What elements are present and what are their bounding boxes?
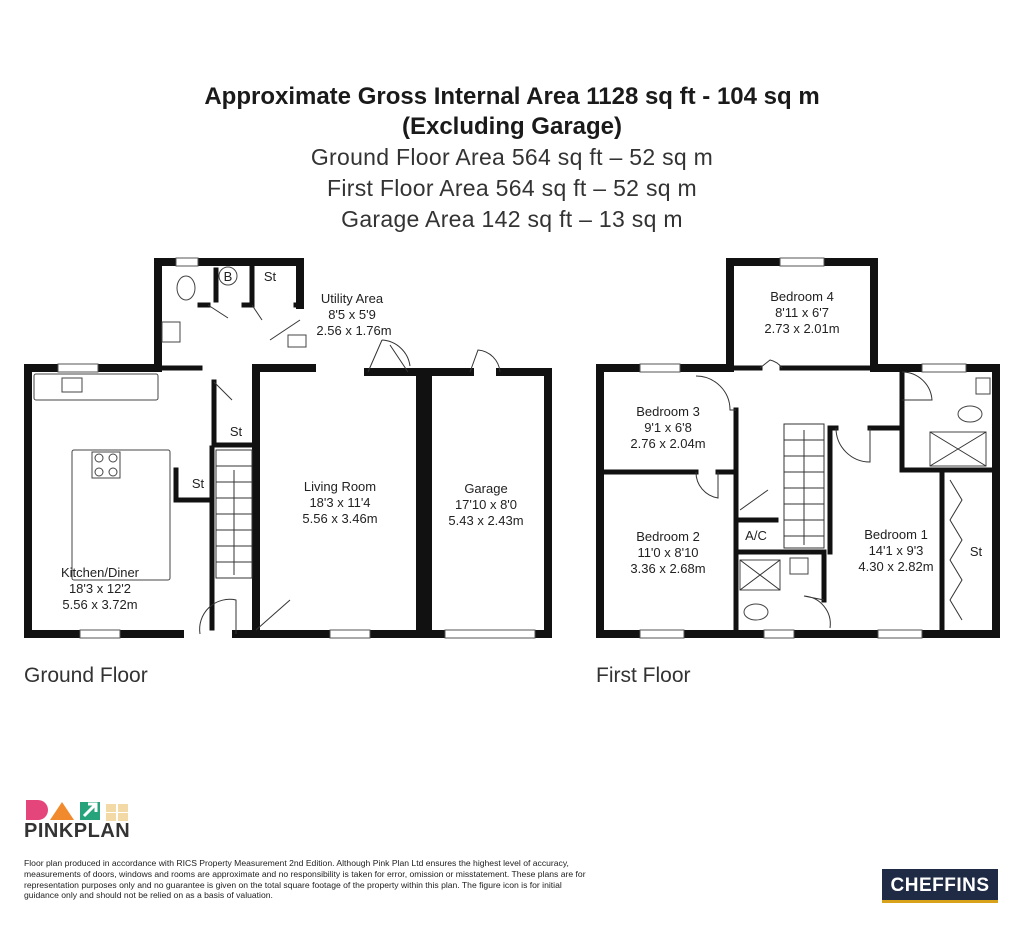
room-name: Kitchen/Diner <box>60 565 140 580</box>
boiler-mark: B <box>223 269 233 284</box>
room-metric: 2.73 x 2.01m <box>764 321 840 336</box>
store-mark: St <box>263 269 277 284</box>
room-imperial: 11'0 x 8'10 <box>637 545 699 560</box>
kitchen-worktop <box>34 374 158 400</box>
room-name: Bedroom 4 <box>770 289 834 304</box>
room-name: Bedroom 1 <box>864 527 928 542</box>
excluding-garage-note: (Excluding Garage) <box>401 113 623 140</box>
room-imperial: 8'11 x 6'7 <box>775 305 829 320</box>
first-floor-plan <box>600 258 996 638</box>
store-mark: St <box>969 544 983 559</box>
room-name: Bedroom 2 <box>636 529 700 544</box>
room-imperial: 18'3 x 12'2 <box>68 581 132 596</box>
room-metric: 5.56 x 3.72m <box>62 597 138 612</box>
ground-stairs <box>216 450 252 578</box>
room-name: Utility Area <box>320 291 384 306</box>
first-stairs <box>784 424 824 548</box>
gross-area-title: Approximate Gross Internal Area 1128 sq ft - 104 sq m <box>204 83 820 110</box>
room-imperial: 14'1 x 9'3 <box>868 543 924 558</box>
room-metric: 5.43 x 2.43m <box>448 513 524 528</box>
ground-wc <box>177 276 195 300</box>
store-mark: St <box>191 476 205 491</box>
room-name: Garage <box>464 481 508 496</box>
room-metric: 4.30 x 2.82m <box>858 559 934 574</box>
garage-area: Garage Area 142 sq ft – 13 sq m <box>341 206 683 232</box>
pinkplan-logo-icon <box>24 798 138 822</box>
room-imperial: 9'1 x 6'8 <box>644 420 692 435</box>
ground-floor-label: Ground Floor <box>24 664 148 687</box>
room-name: Bedroom 3 <box>636 404 700 419</box>
ground-floor-area: Ground Floor Area 564 sq ft – 52 sq m <box>310 144 714 170</box>
first-floor-area: First Floor Area 564 sq ft – 52 sq m <box>326 175 697 201</box>
room-metric: 3.36 x 2.68m <box>630 561 706 576</box>
room-imperial: 8'5 x 5'9 <box>328 307 376 322</box>
room-name: Living Room <box>303 479 377 494</box>
room-metric: 2.76 x 2.04m <box>630 436 706 451</box>
first-wc <box>958 406 982 422</box>
room-imperial: 17'10 x 8'0 <box>454 497 518 512</box>
ground-floor-plan <box>28 258 548 638</box>
kitchen-island <box>72 450 170 580</box>
pinkplan-logo-text: PINKPLAN <box>24 820 131 842</box>
store-mark: St <box>229 424 243 439</box>
room-metric: 5.56 x 3.46m <box>302 511 378 526</box>
first-floor-label: First Floor <box>596 664 691 687</box>
cheffins-logo: CHEFFINS <box>882 869 998 903</box>
room-metric: 2.56 x 1.76m <box>316 323 392 338</box>
airing-cupboard-mark: A/C <box>745 528 767 543</box>
disclaimer-text: Floor plan produced in accordance with RICS Property Measurement 2nd Edition. Although Pink Plan Ltd ensures the highest level of accuracy, measurements of doors, windows and rooms are approximate and no responsibility is taken for error, omission or misstatement. These plans are for representation purposes only and no guarantee is given on the total square footage of the property within this plan. The figure icon is for initial guidance only and should not be relied on as a basis of valuation. <box>24 858 586 901</box>
room-imperial: 18'3 x 11'4 <box>309 495 371 510</box>
